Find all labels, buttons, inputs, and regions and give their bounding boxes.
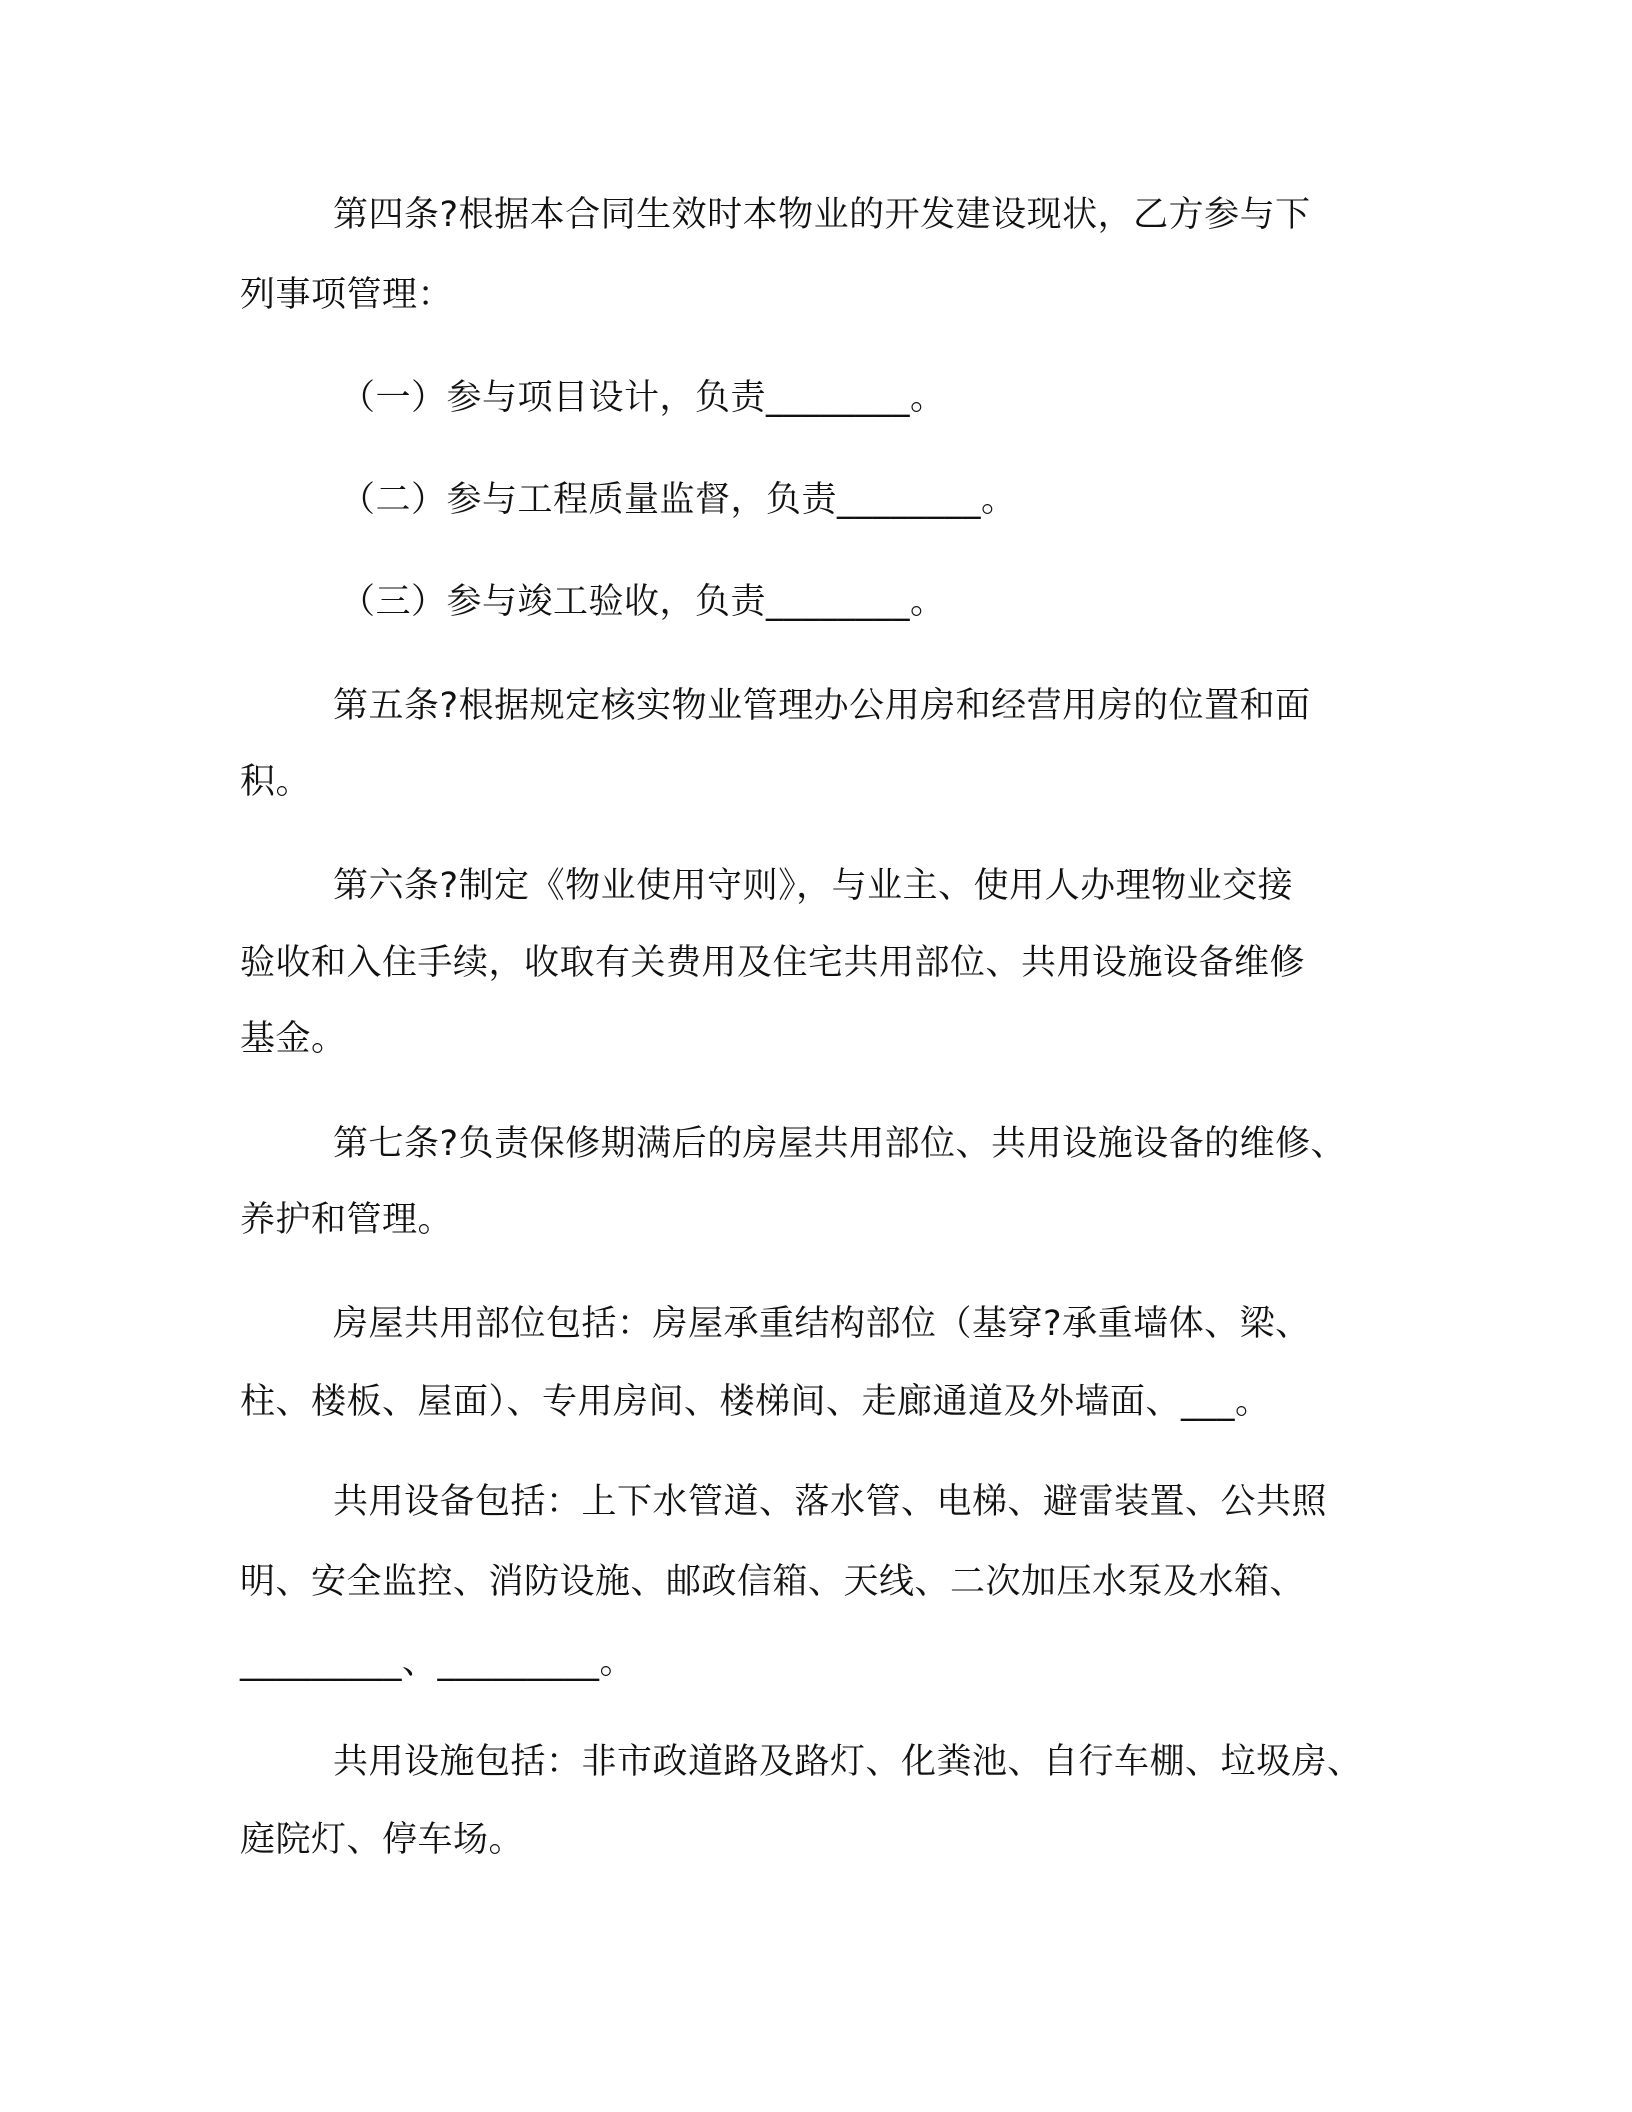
shared-equipment-line-1: 共用设备包括：上下水管道、落水管、电梯、避雷装置、公共照 (333, 1482, 1328, 1522)
shared-equipment-line-3: _________、_________。 (240, 1642, 636, 1682)
article-6-line-3: 基金。 (240, 1019, 347, 1059)
shared-parts-line-2: 柱、楼板、屋面）、专用房间、楼梯间、走廊通道及外墙面、___。 (240, 1382, 1271, 1422)
article-5-line-2: 积。 (240, 762, 312, 802)
shared-facilities-line-2: 庭院灯、停车场。 (240, 1820, 525, 1860)
article-7-line-2: 养护和管理。 (240, 1200, 454, 1240)
article-7-line-1: 第七条?负责保修期满后的房屋共用部位、共用设施设备的维修、 (333, 1124, 1347, 1164)
article-4-item-2: （二）参与工程质量监督，负责________。 (340, 480, 1017, 520)
article-4-line-1: 第四条?根据本合同生效时本物业的开发建设现状，乙方参与下 (333, 195, 1311, 235)
shared-equipment-line-2: 明、安全监控、消防设施、邮政信箱、天线、二次加压水泵及水箱、 (240, 1562, 1306, 1602)
shared-parts-line-1: 房屋共用部位包括：房屋承重结构部位（基穿?承重墙体、梁、 (333, 1304, 1311, 1344)
article-6-line-2: 验收和入住手续，收取有关费用及住宅共用部位、共用设施设备维修 (240, 943, 1306, 983)
article-5-line-1: 第五条?根据规定核实物业管理办公用房和经营用房的位置和面 (333, 686, 1311, 726)
article-4-line-2: 列事项管理： (240, 275, 454, 315)
shared-facilities-line-1: 共用设施包括：非市政道路及路灯、化粪池、自行车棚、垃圾房、 (333, 1742, 1363, 1782)
article-4-item-1: （一）参与项目设计，负责________。 (340, 378, 946, 418)
article-6-line-1: 第六条?制定《物业使用守则》，与业主、使用人办理物业交接 (333, 866, 1294, 906)
article-4-item-3: （三）参与竣工验收，负责________。 (340, 582, 946, 622)
